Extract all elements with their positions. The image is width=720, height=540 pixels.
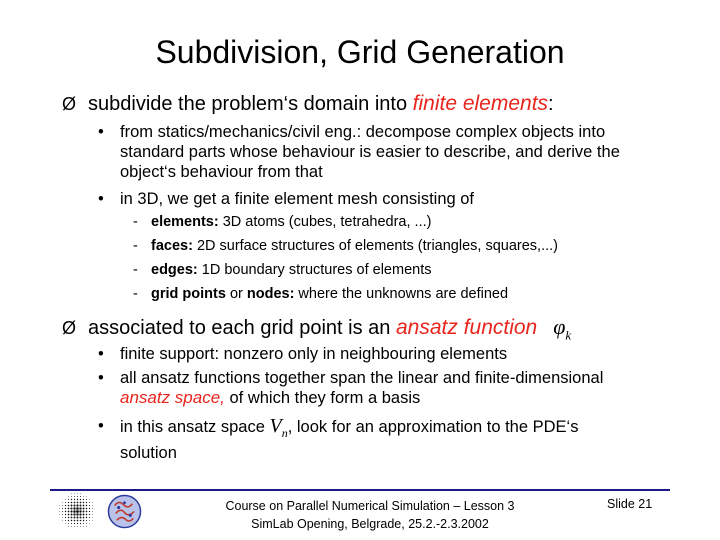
arrow-bullet-icon: Ø <box>62 94 77 114</box>
bullet-dot-icon: • <box>98 123 104 141</box>
bullet-dot-icon: • <box>98 345 104 363</box>
math-phi-k: $\varphi_k$ <box>553 314 572 343</box>
sub-bullet-ansatz-space: • all ansatz functions together span the linear and finite-dimensional ansatz space, of which they form a basis <box>98 369 604 407</box>
mesh-item-grid-points: - grid points or nodes: where the unknowns are defined <box>133 286 509 302</box>
slide-title: Subdivision, Grid Generation <box>155 34 565 70</box>
slide-number: Slide 21 <box>607 497 653 511</box>
bullet-dot-icon: • <box>98 417 104 435</box>
sub-bullet-statics: • from statics/mechanics/civil eng.: decompose complex objects into standard parts whose behaviour is easier to describe, and derive the object‘s behaviour from that <box>98 123 620 181</box>
sub-bullet-approximation: • in this ansatz space $V_n$, look for an approximation to the PDE‘s solution <box>98 415 579 462</box>
sub-bullet-finite-support: • finite support: nonzero only in neighbouring elements <box>98 345 508 363</box>
footer-course-info <box>200 497 540 533</box>
emphasis-finite-elements: finite elements <box>412 92 549 115</box>
footer-venue: SimLab Opening, Belgrade, 25.2.-2.3.2002 <box>251 517 489 531</box>
halftone-sphere-logo <box>58 492 96 530</box>
footer-course: Course on Parallel Numerical Simulation – Lesson 3 <box>225 499 515 513</box>
circuit-logo <box>107 494 142 529</box>
bullet-ansatz-function: Ø associated to each grid point is an ansatz function $\varphi_k$ <box>62 314 572 343</box>
footer-rule <box>50 489 670 491</box>
emphasis-ansatz-function: ansatz function <box>395 316 538 339</box>
mesh-item-edges: - edges: 1D boundary structures of elements <box>133 262 432 278</box>
bullet-dot-icon: • <box>98 190 104 208</box>
bullet-domain-subdivision: Ø subdivide the problem‘s domain into finite elements: <box>62 92 554 115</box>
emphasis-ansatz-space: ansatz space, <box>120 388 225 407</box>
mesh-item-faces: - faces: 2D surface structures of elements (triangles, squares,...) <box>133 238 558 254</box>
bullet-dot-icon: • <box>98 369 104 387</box>
math-v-n: $V_n$ <box>269 415 288 440</box>
mesh-item-elements: - elements: 3D atoms (cubes, tetrahedra, ...) <box>133 214 432 230</box>
sub-bullet-mesh: • in 3D, we get a finite element mesh consisting of <box>98 190 475 208</box>
arrow-bullet-icon: Ø <box>62 318 77 338</box>
